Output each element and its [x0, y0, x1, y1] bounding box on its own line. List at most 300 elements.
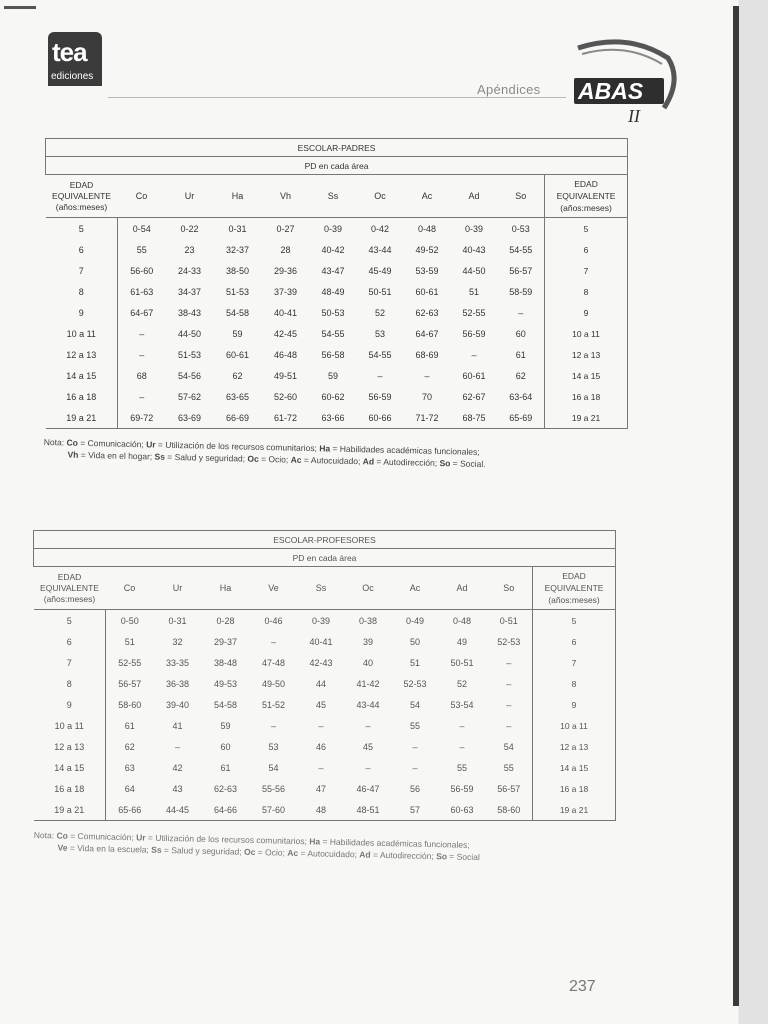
note-text: = Vida en el hogar; [78, 449, 155, 462]
score-cell: 43-44 [356, 699, 380, 710]
column-header: Ha [214, 175, 262, 218]
note-abbr: Ur [136, 832, 146, 843]
column-header: Ss [298, 567, 345, 610]
score-cell: – [365, 720, 371, 731]
score-cell: 47-48 [261, 657, 286, 668]
note-text: = Salud y seguridad; [161, 844, 245, 857]
score-cell: 42-43 [309, 657, 333, 668]
table-escolar-padres [45, 138, 628, 429]
age-cell-right: 8 [533, 673, 616, 694]
score-cell: 56-58 [321, 349, 345, 360]
score-cell: 52-60 [273, 391, 298, 402]
abas-edition-text: II [628, 106, 640, 126]
score-cell: 0-22 [180, 223, 199, 234]
score-cell: 59 [220, 720, 231, 731]
score-cell: 37-39 [273, 286, 298, 297]
score-cell: 48 [298, 799, 345, 821]
table-row [46, 281, 628, 302]
score-cell: 69-72 [118, 407, 166, 429]
score-cell: 56-60 [118, 260, 166, 281]
score-cell: 60-61 [225, 349, 250, 360]
score-cell: 70 [421, 391, 432, 402]
note-text: = Social. [450, 458, 486, 470]
score-cell: 0-31 [168, 615, 187, 626]
age-cell-right: 14 a 15 [545, 365, 628, 386]
note-abbr: So [439, 457, 451, 469]
score-cell: – [377, 370, 383, 381]
table-row [34, 610, 616, 632]
score-cell: – [518, 307, 524, 318]
score-cell: 0-48 [417, 223, 436, 234]
table-row [34, 694, 616, 715]
score-cell: 32 [172, 636, 183, 647]
corner-mark [4, 6, 36, 9]
table-row [46, 302, 628, 323]
note-text: = Autodirección; [373, 456, 440, 468]
age-cell-right: 9 [545, 302, 628, 323]
note-abbr: Co [66, 437, 79, 448]
note-abbr: Oc [247, 453, 259, 464]
age-cell: 12 a 13 [54, 741, 85, 752]
table-row [46, 323, 628, 344]
column-header: Co [118, 175, 166, 218]
score-cell: 52-55 [462, 307, 486, 318]
score-cell: – [506, 699, 512, 710]
note-abbr: So [436, 851, 448, 862]
score-cell: 0-53 [511, 223, 530, 234]
score-cell: 54-58 [225, 307, 250, 318]
score-cell: 58-60 [486, 799, 533, 821]
scan-background-strip [739, 0, 768, 1024]
column-header: Vh [262, 175, 310, 218]
score-cell: 57-60 [250, 799, 298, 821]
score-cell: – [424, 370, 430, 381]
age-cell: 6 [78, 244, 84, 255]
column-header: Ad [439, 567, 486, 610]
table-row [34, 715, 616, 736]
score-cell: 0-49 [405, 615, 424, 626]
score-cell: 62 [232, 370, 243, 381]
score-cell: – [318, 762, 324, 773]
column-header: Ur [166, 175, 214, 218]
age-header-line: EQUIVALENTE [556, 191, 616, 201]
age-cell: 10 a 11 [66, 328, 96, 339]
score-cell: 0-39 [323, 223, 342, 234]
score-cell: 46-48 [273, 349, 298, 360]
score-cell: 50-51 [450, 657, 474, 668]
score-cell: 41 [172, 720, 183, 731]
note-text: = Habilidades académicas funcionales; [320, 836, 470, 850]
score-cell: 63-66 [310, 407, 357, 429]
table-title: ESCOLAR-PROFESORES [34, 531, 616, 549]
score-cell: 56-57 [509, 265, 533, 276]
score-cell: 54-55 [368, 349, 392, 360]
note-abbr: Ad [362, 456, 375, 467]
score-cell: 0-27 [276, 223, 295, 234]
age-cell: 16 a 18 [66, 391, 97, 402]
score-cell: 53 [268, 741, 279, 752]
score-cell: 56-59 [462, 328, 486, 339]
note-prefix: Nota: [43, 436, 65, 448]
score-cell: 51 [409, 657, 420, 668]
score-cell: 56-59 [450, 783, 474, 794]
score-cell: 50-53 [321, 307, 345, 318]
table-row [34, 736, 616, 757]
age-cell-right: 8 [545, 281, 628, 302]
score-cell: 47 [315, 783, 326, 794]
score-cell: 61-63 [118, 281, 166, 302]
note-abbr: Ha [319, 443, 331, 454]
score-cell: 58-60 [106, 694, 154, 715]
score-cell: 55 [456, 762, 467, 773]
score-cell: 54-56 [177, 370, 202, 381]
score-cell: 64 [106, 778, 154, 799]
score-cell: 57-62 [177, 391, 202, 402]
score-cell: 40 [362, 657, 373, 668]
score-cell: 42 [172, 762, 183, 773]
note-abbr: Ss [151, 844, 162, 855]
score-cell: 65-69 [498, 407, 545, 429]
age-cell: 5 [66, 615, 72, 626]
score-cell: 62 [515, 370, 526, 381]
score-cell: 60 [220, 741, 231, 752]
publisher-logo [48, 32, 102, 86]
score-cell: 43 [172, 783, 183, 794]
score-cell: 46 [315, 741, 326, 752]
note-indent [34, 850, 58, 851]
age-header-right [545, 175, 628, 218]
score-cell: – [174, 741, 180, 752]
column-header: Ur [154, 567, 202, 610]
table-row [34, 673, 616, 694]
age-header-line: (años:meses) [55, 201, 108, 212]
column-header: So [498, 175, 545, 218]
score-cell: – [365, 762, 371, 773]
score-cell: 49-52 [415, 244, 439, 255]
table-subtitle: PD en cada área [46, 157, 628, 175]
score-cell: 63-64 [509, 391, 533, 402]
score-cell: – [270, 636, 276, 647]
age-cell: 19 a 21 [34, 799, 106, 821]
score-cell: 62-67 [462, 391, 486, 402]
age-header-line: EDAD [574, 179, 598, 189]
score-cell: 39 [362, 636, 373, 647]
score-cell: 45 [315, 699, 326, 710]
score-cell: – [412, 741, 418, 752]
table-row [46, 365, 628, 386]
score-cell: 38-43 [177, 307, 202, 318]
logo-main-text: tea [52, 37, 87, 67]
score-cell: 50 [409, 636, 420, 647]
score-cell: 55 [503, 762, 514, 773]
score-cell: 60-61 [415, 286, 439, 297]
age-cell: 7 [66, 657, 72, 668]
column-header: Ss [310, 175, 357, 218]
score-cell: 24-33 [177, 265, 202, 276]
age-header-left [46, 175, 118, 218]
score-cell: 68-75 [451, 407, 498, 429]
table-row [34, 652, 616, 673]
table-row [46, 239, 628, 260]
age-cell-right: 10 a 11 [545, 323, 628, 344]
score-cell: – [471, 349, 477, 360]
table-row [46, 218, 628, 240]
score-cell: 38-48 [213, 657, 238, 668]
age-cell-right: 14 a 15 [533, 757, 616, 778]
score-cell: 53 [374, 328, 385, 339]
score-cell: 0-48 [452, 615, 471, 626]
score-cell: 34-37 [177, 286, 202, 297]
score-cell: 23 [184, 244, 195, 255]
score-cell: 42-45 [273, 328, 298, 339]
score-cell: 60-63 [439, 799, 486, 821]
score-cell: 32-37 [225, 244, 250, 255]
score-cell: 0-42 [370, 223, 389, 234]
age-header-line: EQUIVALENTE [544, 583, 604, 593]
note-text: = Utilización de los recursos comunitarios; [155, 439, 320, 454]
score-cell: 55 [118, 239, 166, 260]
score-cell: 60-62 [321, 391, 345, 402]
score-cell: 0-39 [464, 223, 483, 234]
score-cell: 41-42 [356, 678, 380, 689]
table-escolar-profesores [33, 530, 616, 821]
note-abbr: Ss [154, 451, 166, 462]
age-cell: 9 [78, 307, 84, 318]
score-cell: 48-51 [345, 799, 392, 821]
table-row [34, 757, 616, 778]
age-cell: 8 [78, 286, 84, 297]
logo-sub-text: ediciones [51, 71, 94, 82]
score-cell: 66-69 [214, 407, 262, 429]
age-cell: 6 [66, 636, 72, 647]
score-cell: 40-42 [321, 244, 345, 255]
score-cell: 71-72 [404, 407, 451, 429]
column-header: Ad [451, 175, 498, 218]
score-cell: 52-55 [106, 652, 154, 673]
score-cell: – [118, 323, 166, 344]
score-cell: 57 [392, 799, 439, 821]
score-cell: 44-45 [154, 799, 202, 821]
table-subtitle: PD en cada área [34, 549, 616, 567]
score-cell: 63-69 [166, 407, 214, 429]
note-text: = Autocuidado; [298, 848, 360, 860]
age-cell: 16 a 18 [54, 783, 85, 794]
score-cell: 54-55 [509, 244, 533, 255]
note-text: = Utilización de los recursos comunitarios; [145, 832, 310, 847]
age-cell-right: 5 [533, 610, 616, 632]
score-cell: 40-43 [462, 244, 486, 255]
score-cell: 60 [515, 328, 526, 339]
score-cell: 0-28 [216, 615, 235, 626]
score-cell: 29-37 [213, 636, 238, 647]
age-header-line: EQUIVALENTE [52, 190, 111, 201]
score-cell: 56 [409, 783, 420, 794]
table-row [34, 778, 616, 799]
score-cell: 54 [409, 699, 420, 710]
note-text: = Ocio; [258, 453, 291, 465]
table-row [46, 407, 628, 429]
score-cell: 51-53 [177, 349, 202, 360]
score-cell: 52-53 [497, 636, 521, 647]
score-cell: 53-54 [450, 699, 474, 710]
score-cell: 36-38 [165, 678, 190, 689]
score-cell: 0-39 [311, 615, 330, 626]
score-cell: 54-55 [321, 328, 345, 339]
age-cell-right: 16 a 18 [545, 386, 628, 407]
note-abbr: Ad [359, 849, 371, 860]
age-header-line: EDAD [57, 571, 82, 582]
score-cell: – [506, 720, 512, 731]
score-cell: 44-50 [462, 265, 486, 276]
score-cell: 51 [468, 286, 479, 297]
age-cell-right: 6 [545, 239, 628, 260]
age-header-line: EQUIVALENTE [40, 582, 99, 593]
table-row [46, 260, 628, 281]
score-cell: 55-56 [261, 783, 286, 794]
score-cell: 62 [106, 736, 154, 757]
abas-logo [568, 36, 680, 126]
age-header-line: (años:meses) [43, 593, 96, 604]
age-cell: 12 a 13 [66, 349, 97, 360]
column-header: So [486, 567, 533, 610]
score-cell: – [459, 741, 465, 752]
age-cell-right: 19 a 21 [545, 407, 628, 429]
table-row [46, 386, 628, 407]
age-cell-right: 10 a 11 [533, 715, 616, 736]
age-cell-right: 7 [545, 260, 628, 281]
score-cell: 46-47 [356, 783, 380, 794]
score-cell: – [459, 720, 465, 731]
score-cell: 38-50 [225, 265, 250, 276]
table-row [34, 799, 616, 821]
score-cell: 56-59 [368, 391, 392, 402]
score-cell: 0-50 [106, 610, 154, 632]
score-cell: 40-41 [309, 636, 333, 647]
age-cell: 5 [78, 223, 84, 234]
score-cell: 40-41 [273, 307, 298, 318]
age-cell-right: 12 a 13 [545, 344, 628, 365]
column-header: Ve [250, 567, 298, 610]
note-indent [44, 457, 68, 458]
score-cell: – [118, 344, 166, 365]
score-cell: 61 [106, 715, 154, 736]
score-cell: 60-66 [357, 407, 404, 429]
score-cell: 49-51 [273, 370, 298, 381]
age-cell-right: 6 [533, 631, 616, 652]
score-cell: – [270, 720, 276, 731]
score-cell: 54 [503, 741, 514, 752]
age-cell: 14 a 15 [54, 762, 85, 773]
note-text: = Vida en la escuela; [67, 842, 152, 855]
age-header-right [533, 567, 616, 610]
score-cell: 54-58 [213, 699, 238, 710]
age-cell: 10 a 11 [54, 720, 84, 731]
age-cell-right: 7 [533, 652, 616, 673]
note-abbr: Ur [146, 439, 156, 450]
age-cell-right: 19 a 21 [533, 799, 616, 821]
note-text: = Comunicación; [67, 830, 137, 843]
score-cell: 49 [456, 636, 467, 647]
score-cell: 61-72 [262, 407, 310, 429]
age-cell-right: 12 a 13 [533, 736, 616, 757]
age-cell: 9 [66, 699, 72, 710]
score-cell: 63-65 [225, 391, 250, 402]
score-cell: 44-50 [177, 328, 202, 339]
note-text: = Autocuidado; [301, 454, 363, 467]
score-cell: 51 [106, 631, 154, 652]
column-header: Ac [392, 567, 439, 610]
note-text: = Social [446, 851, 480, 863]
score-cell: 60-61 [462, 370, 486, 381]
score-cell: 43-47 [321, 265, 345, 276]
age-header-line: EDAD [562, 571, 586, 581]
score-cell: 49-53 [213, 678, 238, 689]
score-cell: 54 [268, 762, 279, 773]
score-cell: 61 [220, 762, 231, 773]
score-cell: 48-49 [321, 286, 345, 297]
score-cell: 39-40 [165, 699, 190, 710]
score-cell: 28 [280, 244, 291, 255]
score-cell: – [118, 386, 166, 407]
age-header-line: (años:meses) [548, 595, 600, 605]
age-cell-right: 16 a 18 [533, 778, 616, 799]
section-title: Apéndices [477, 82, 541, 97]
score-cell: 65-66 [106, 799, 154, 821]
age-header-left [34, 567, 106, 610]
score-cell: 29-36 [273, 265, 298, 276]
age-cell-right: 9 [533, 694, 616, 715]
score-cell: 64-66 [202, 799, 250, 821]
score-cell: 63 [106, 757, 154, 778]
note-text: = Salud y seguridad; [164, 451, 248, 464]
score-cell: 45-49 [368, 265, 392, 276]
note-abbr: Ve [57, 842, 68, 853]
column-header: Oc [345, 567, 392, 610]
score-cell: – [506, 657, 512, 668]
score-cell: – [318, 720, 324, 731]
age-header-line: (años:meses) [560, 203, 612, 213]
note-abbr: Co [56, 830, 69, 841]
age-cell: 7 [78, 265, 84, 276]
abas-logo-text: ABAS [578, 78, 644, 104]
score-cell: 43-44 [368, 244, 392, 255]
note-text: = Ocio; [255, 847, 288, 858]
age-cell: 14 a 15 [66, 370, 97, 381]
column-header: Oc [357, 175, 404, 218]
column-header: Ac [404, 175, 451, 218]
score-cell: 51-53 [225, 286, 250, 297]
score-cell: 59 [232, 328, 243, 339]
score-cell: 50-51 [368, 286, 392, 297]
score-cell: 59 [327, 370, 338, 381]
header-rule [108, 97, 566, 98]
score-cell: 52 [456, 678, 467, 689]
age-cell-right: 5 [545, 218, 628, 240]
score-cell: 56-57 [497, 783, 521, 794]
score-cell: 0-54 [118, 218, 166, 240]
score-cell: 62-63 [213, 783, 238, 794]
score-cell: 56-57 [106, 673, 154, 694]
score-cell: 51-52 [261, 699, 286, 710]
note-abbr: Ha [309, 836, 321, 847]
score-cell: 52 [374, 307, 385, 318]
column-header: Co [106, 567, 154, 610]
score-cell: – [506, 678, 512, 689]
note-prefix: Nota: [33, 829, 55, 841]
score-cell: 33-35 [165, 657, 190, 668]
score-cell: 68 [118, 365, 166, 386]
table-row [34, 631, 616, 652]
